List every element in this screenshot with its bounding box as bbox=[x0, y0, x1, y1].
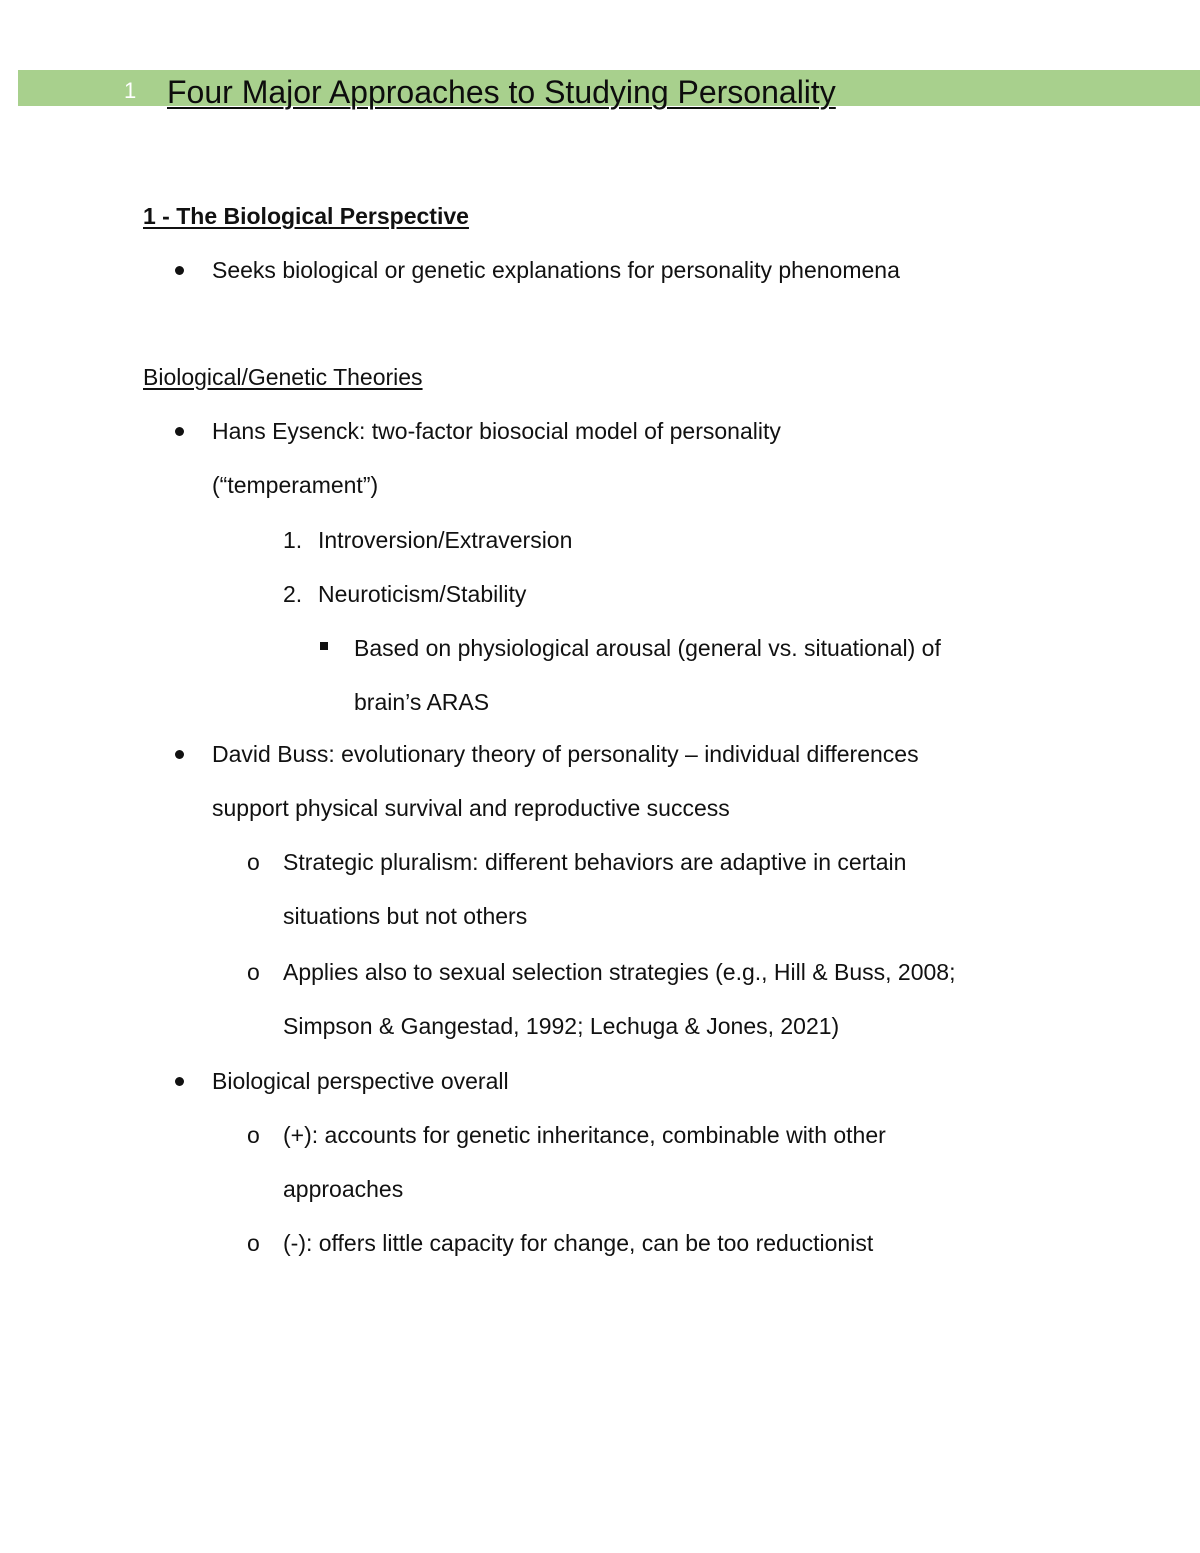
bullet-circle-icon: o bbox=[247, 849, 260, 875]
bullet-square-icon bbox=[320, 642, 328, 650]
pluralism-text-line-2: situations but not others bbox=[283, 903, 528, 929]
list-number: 2. bbox=[283, 581, 303, 607]
pluralism-text-line-1: Strategic pluralism: different behaviors are adaptive in certain bbox=[283, 849, 907, 875]
arousal-text-line-1: Based on physiological arousal (general vs. situational) of bbox=[354, 635, 941, 661]
list-item: Introversion/Extraversion bbox=[318, 527, 573, 553]
bullet-disc-icon bbox=[175, 1077, 184, 1086]
eysenck-text-line-2: (“temperament”) bbox=[212, 472, 379, 498]
selection-text-line-2: Simpson & Gangestad, 1992; Lechuga & Jones, 2021) bbox=[283, 1013, 840, 1039]
selection-text-line-1: Applies also to sexual selection strategies (e.g., Hill & Buss, 2008; bbox=[283, 959, 956, 985]
positive-text-line-2: approaches bbox=[283, 1176, 404, 1202]
intro-bullet-text: Seeks biological or genetic explanations for personality phenomena bbox=[212, 257, 900, 283]
bullet-disc-icon bbox=[175, 266, 184, 275]
bullet-disc-icon bbox=[175, 427, 184, 436]
eysenck-text-line-1: Hans Eysenck: two-factor biosocial model of personality bbox=[212, 418, 781, 444]
bullet-disc-icon bbox=[175, 750, 184, 759]
list-item: Neuroticism/Stability bbox=[318, 581, 527, 607]
buss-text-line-1: David Buss: evolutionary theory of personality – individual differences bbox=[212, 741, 919, 767]
positive-text-line-1: (+): accounts for genetic inheritance, combinable with other bbox=[283, 1122, 886, 1148]
overall-text: Biological perspective overall bbox=[212, 1068, 509, 1094]
list-number: 1. bbox=[283, 527, 303, 553]
buss-text-line-2: support physical survival and reproductive success bbox=[212, 795, 730, 821]
section-heading: 1 - The Biological Perspective bbox=[143, 203, 469, 229]
negative-text: (-): offers little capacity for change, can be too reductionist bbox=[283, 1230, 874, 1256]
bullet-circle-icon: o bbox=[247, 1230, 260, 1256]
arousal-text-line-2: brain’s ARAS bbox=[354, 689, 490, 715]
bullet-circle-icon: o bbox=[247, 1122, 260, 1148]
page-title: Four Major Approaches to Studying Personality bbox=[167, 74, 836, 110]
heading-number: 1 bbox=[124, 78, 137, 103]
bullet-circle-icon: o bbox=[247, 959, 260, 985]
subheading: Biological/Genetic Theories bbox=[143, 364, 423, 390]
